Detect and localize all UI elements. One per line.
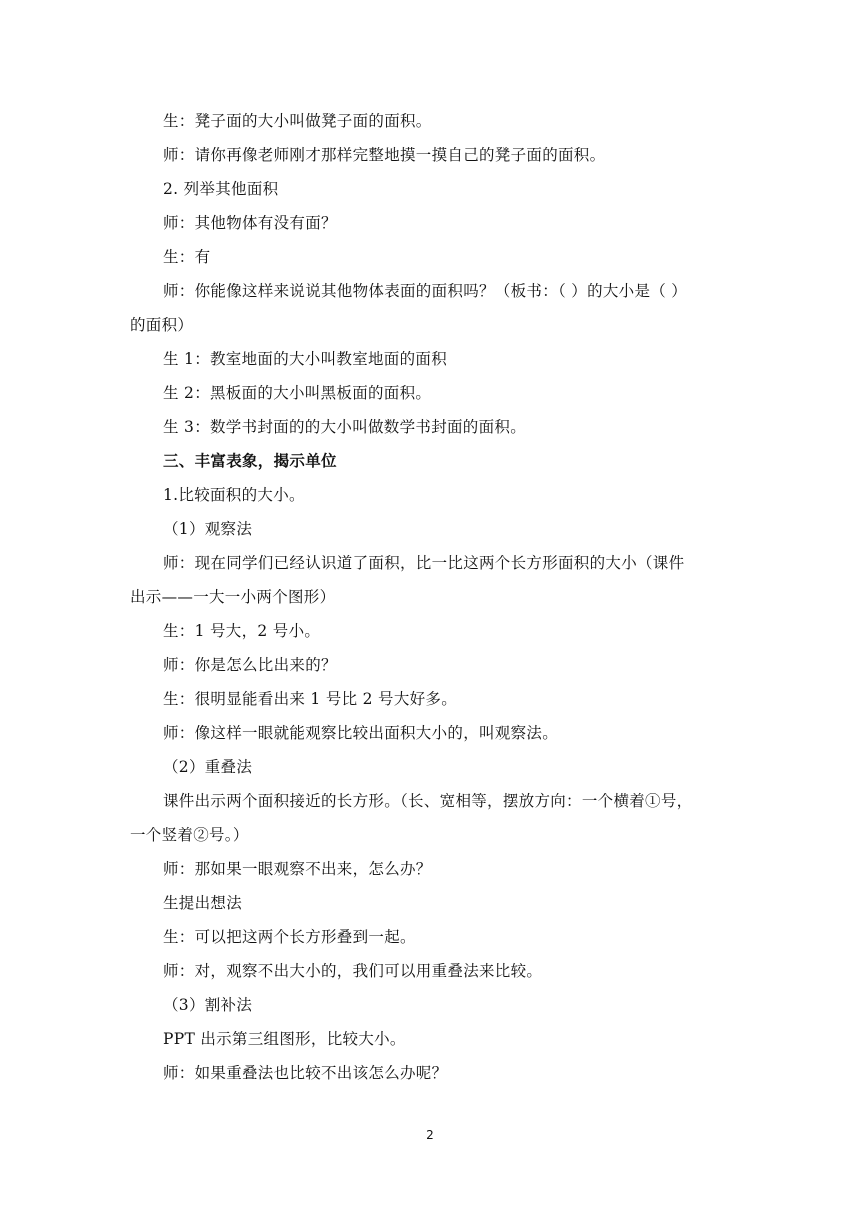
subheading-line: （2）重叠法 <box>163 758 253 776</box>
paragraph-line: 生：有 <box>163 248 211 266</box>
paragraph-line: 课件出示两个面积接近的长方形。（长、宽相等，摆放方向：一个横着①号， <box>163 792 693 810</box>
paragraph-line: 师：像这样一眼就能观察比较出面积大小的，叫观察法。 <box>163 724 559 742</box>
paragraph-line: 生：1 号大，2 号小。 <box>163 622 321 640</box>
paragraph-line: 师：现在同学们已经认识道了面积，比一比这两个长方形面积的大小（课件 <box>163 554 685 572</box>
paragraph-line-continued: 的面积） <box>130 316 194 334</box>
paragraph-line: 师：如果重叠法也比较不出该怎么办呢？ <box>163 1064 448 1082</box>
paragraph-line: 生 1：教室地面的大小叫教室地面的面积 <box>163 350 447 368</box>
paragraph-line: 生：可以把这两个长方形叠到一起。 <box>163 928 416 946</box>
paragraph-line: 生：凳子面的大小叫做凳子面的面积。 <box>163 112 432 130</box>
paragraph-line: 生：很明显能看出来 1 号比 2 号大好多。 <box>163 690 458 708</box>
paragraph-line: 生提出想法 <box>163 894 243 912</box>
paragraph-line: 师：那如果一眼观察不出来，怎么办？ <box>163 860 432 878</box>
paragraph-line: 师：你是怎么比出来的？ <box>163 656 337 674</box>
subheading-line: （3）割补法 <box>163 996 253 1014</box>
paragraph-line: PPT 出示第三组图形，比较大小。 <box>163 1030 406 1048</box>
paragraph-line: 1.比较面积的大小。 <box>163 486 305 504</box>
paragraph-line: 生 2：黑板面的大小叫黑板面的面积。 <box>163 384 432 402</box>
paragraph-line: 师：其他物体有没有面？ <box>163 214 337 232</box>
paragraph-line: 师：对，观察不出大小的，我们可以用重叠法来比较。 <box>163 962 543 980</box>
paragraph-line: 师：你能像这样来说说其他物体表面的面积吗？（板书：（ ）的大小是（ ） <box>163 282 688 300</box>
paragraph-line-continued: 出示——一大一小两个图形） <box>130 588 336 606</box>
page-number: 2 <box>426 1128 434 1142</box>
document-body <box>130 104 732 1090</box>
paragraph-line-continued: 一个竖着②号。） <box>130 826 249 844</box>
section-heading: 三、丰富表象，揭示单位 <box>163 451 337 470</box>
subheading-line: （1）观察法 <box>163 520 253 538</box>
paragraph-line: 2. 列举其他面积 <box>163 180 279 198</box>
paragraph-line: 生 3：数学书封面的的大小叫做数学书封面的面积。 <box>163 418 526 436</box>
paragraph-line: 师：请你再像老师刚才那样完整地摸一摸自己的凳子面的面积。 <box>163 146 606 164</box>
